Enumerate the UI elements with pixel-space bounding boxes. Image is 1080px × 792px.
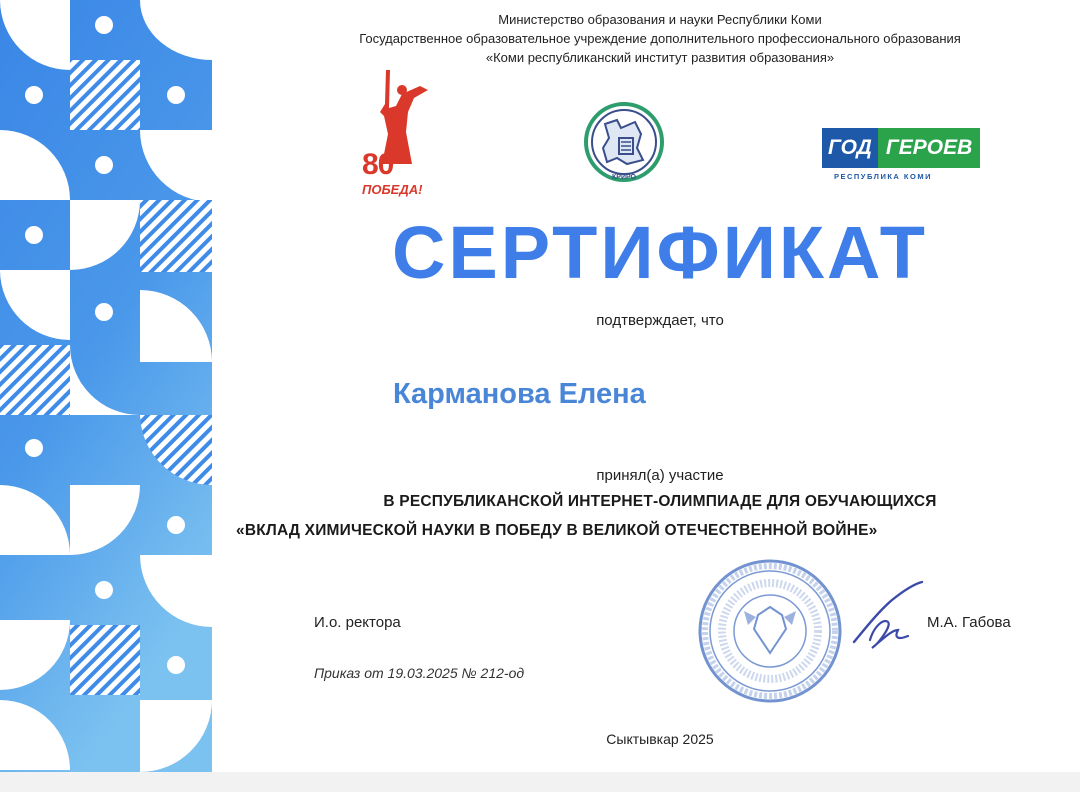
god-geroev-part1: ГОД xyxy=(822,128,878,168)
god-geroev-badge xyxy=(822,128,980,168)
official-seal-icon xyxy=(696,557,844,705)
certificate-title: СЕРТИФИКАТ xyxy=(391,211,929,294)
header-institution-type: Государственное образовательное учреждение дополнительного профессионального образования xyxy=(359,31,961,46)
decorative-pattern-strip xyxy=(0,0,212,772)
order-reference: Приказ от 19.03.2025 № 212-од xyxy=(314,665,525,681)
god-geroev-logo xyxy=(822,128,972,184)
confirms-text: подтверждает, что xyxy=(596,312,724,329)
header-ministry: Министерство образования и науки Республики Коми xyxy=(498,12,822,27)
pobeda-number: 80 xyxy=(362,148,394,181)
kriro-logo xyxy=(583,102,665,194)
god-geroev-part2: ГЕРОЕВ xyxy=(878,128,980,168)
pobeda-80-logo xyxy=(358,68,438,204)
took-part-text: принял(а) участие xyxy=(596,467,724,484)
event-line-2: «ВКЛАД ХИМИЧЕСКОЙ НАУКИ В ПОБЕДУ В ВЕЛИКОЙ ОТЕЧЕСТВЕННОЙ ВОЙНЕ» xyxy=(236,522,878,539)
signer-name: М.А. Габова xyxy=(927,614,1011,631)
god-geroev-subtitle: РЕСПУБЛИКА КОМИ xyxy=(834,172,932,181)
bottom-margin xyxy=(0,772,1080,792)
handwritten-signature xyxy=(848,578,928,656)
header-institute-name: «Коми республиканский институт развития образования» xyxy=(485,50,835,65)
recipient-name: Карманова Елена xyxy=(393,378,646,410)
kriro-label: КРИРО xyxy=(612,174,636,181)
event-line-1: В РЕСПУБЛИКАНСКОЙ ИНТЕРНЕТ-ОЛИМПИАДЕ ДЛЯ ОБУЧАЮЩИХСЯ xyxy=(383,493,937,510)
signer-position: И.о. ректора xyxy=(314,614,401,631)
pobeda-text: ПОБЕДА! xyxy=(362,182,423,197)
city-year: Сыктывкар 2025 xyxy=(606,731,714,747)
